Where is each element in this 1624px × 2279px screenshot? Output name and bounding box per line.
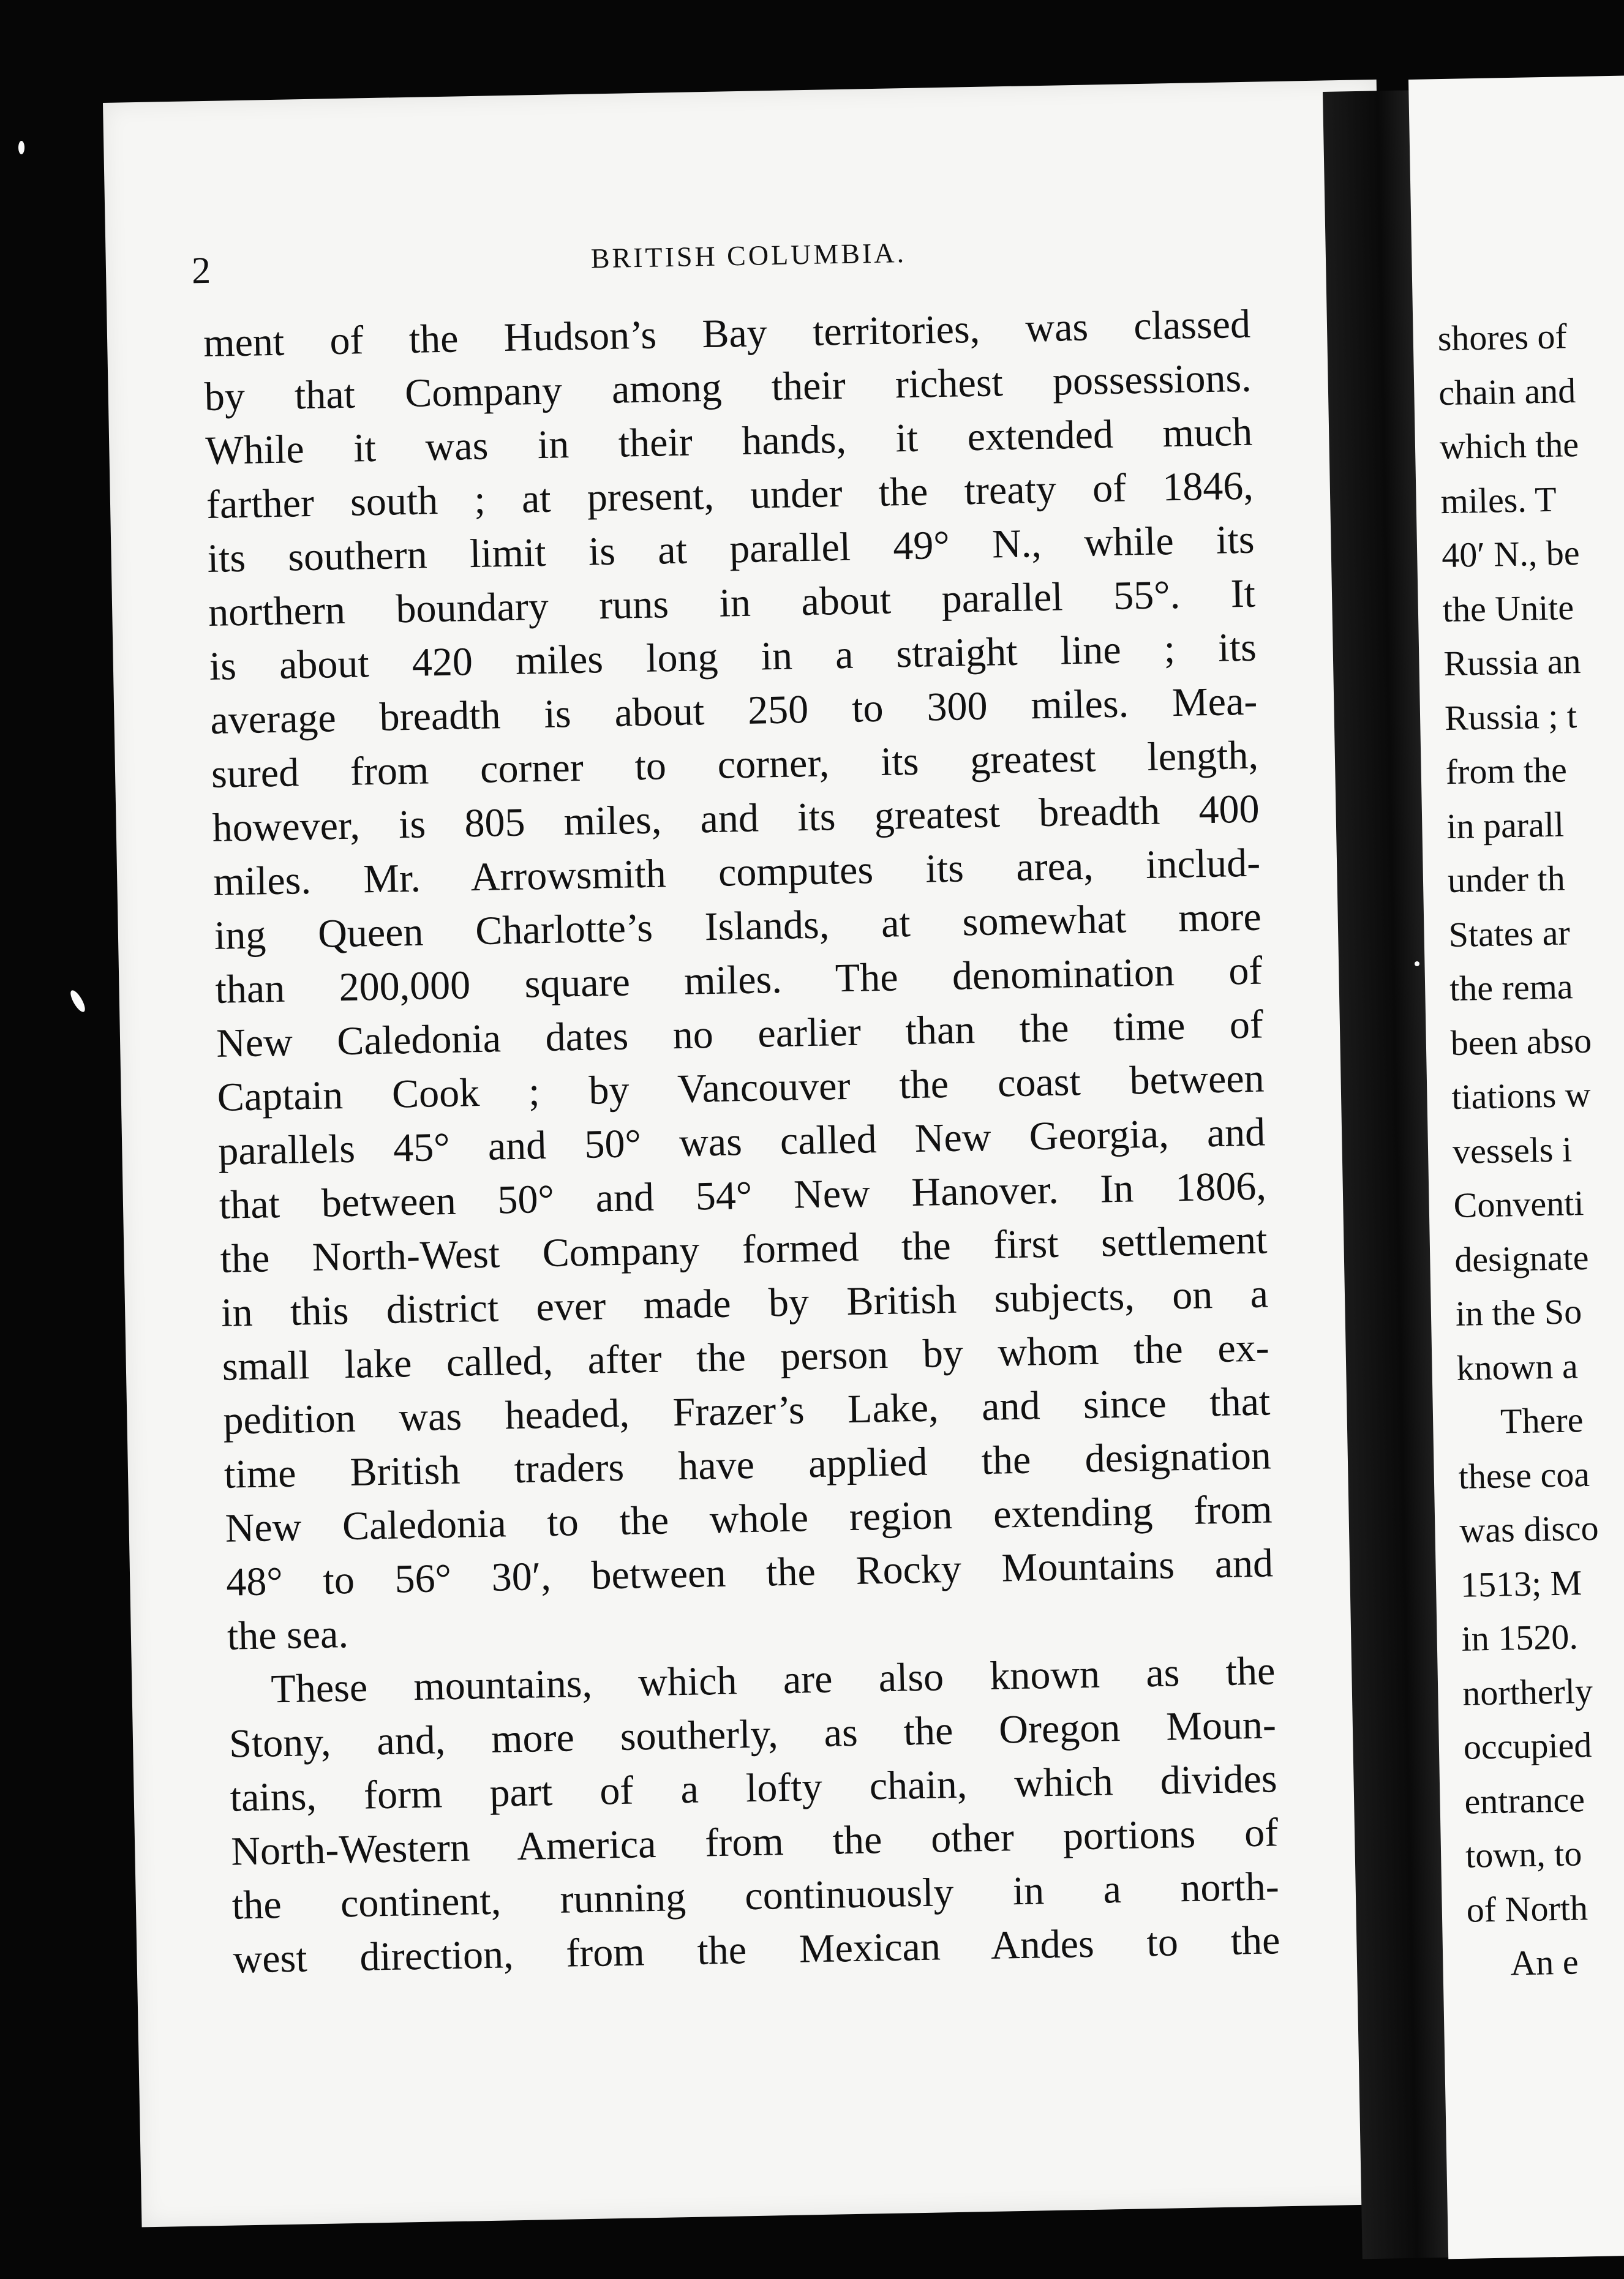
text-line: however, is 805 miles, and its greatest breadth 400 [212,786,1260,850]
text-line: ment of the Hudson’s Bay territories, was classed [203,301,1251,366]
text-line: the North-West Company formed the first settlement [219,1217,1268,1282]
text-line: 48° to 56° 30′, between the Rocky Mountains and [225,1541,1274,1605]
right-text-line: Conventi [1453,1183,1584,1225]
right-text-line: 1513; M [1460,1562,1582,1605]
running-head: BRITISH COLUMBIA. [590,237,907,274]
text-line: small lake called, after the person by whom the ex- [222,1325,1270,1389]
right-text-line: these coa [1458,1454,1590,1496]
right-text-line: northerly [1462,1670,1593,1713]
text-line: the sea. [227,1612,349,1659]
right-text-line: There [1500,1400,1584,1441]
text-line: west direction, from the Mexican Andes to the [232,1918,1280,1982]
text-line: parallels 45° and 50° was called New Georgia, and [217,1109,1266,1174]
text-line: is about 420 miles long in a straight line ; its [209,625,1257,689]
text-line: Stony, and, more southerly, as the Oregon Moun- [228,1702,1277,1767]
scan-speck [18,141,24,154]
right-text-line: Russia an [1443,641,1581,684]
page-number: 2 [191,249,211,292]
right-text-line: known a [1456,1345,1579,1388]
right-text-line: Russia ; t [1444,695,1577,738]
right-text-line: in 1520. [1461,1616,1579,1659]
right-text-line: An e [1509,1942,1579,1983]
text-line: miles. Mr. Arrowsmith computes its area, includ- [212,840,1261,904]
right-text-line: vessels i [1452,1128,1573,1171]
right-text-line: occupied [1463,1724,1592,1767]
text-line: ing Queen Charlotte’s Islands, at somewhat more [214,894,1262,958]
right-text-line: the rema [1449,966,1574,1009]
text-line: average breadth is about 250 to 300 miles. Mea- [209,678,1258,743]
right-text-line: of North [1466,1887,1588,1930]
text-line: by that Company among their richest possessions. [204,355,1252,420]
body-text [203,296,1323,1986]
text-line: in this district ever made by British subjects, on a [220,1271,1269,1335]
text-line: pedition was headed, Frazer’s Lake, and since that [222,1379,1271,1443]
right-text-line: was disco [1459,1507,1600,1550]
text-line: While it was in their hands, it extended much [205,409,1253,474]
right-text-line: town, to [1465,1833,1582,1875]
text-line: time British traders have applied the designation [224,1433,1272,1497]
right-text-line: 40′ N., be [1441,533,1581,576]
right-text-line: designate [1454,1237,1589,1280]
text-line: New Caledonia to the whole region extending from [225,1487,1273,1551]
text-line: than 200,000 square miles. The denomination of [214,948,1263,1012]
text-line: North-Western America from the other portions of [230,1810,1279,1874]
text-line: its southern limit is at parallel 49° N., while its [207,517,1255,581]
right-text-line: from the [1445,749,1568,792]
right-text-line: in the So [1455,1291,1582,1334]
right-text-line: shores of [1437,316,1568,359]
text-line: that between 50° and 54° New Hanover. In 1806, [219,1163,1267,1228]
right-text-line: chain and [1438,370,1576,413]
text-line: northern boundary runs in about parallel 55°. It [208,571,1256,635]
text-line: tains, form part of a lofty chain, which divides [230,1756,1278,1820]
text-line: These mountains, which are also known as the [270,1648,1276,1712]
right-text-line: which the [1439,424,1579,467]
right-text-line: miles. T [1440,479,1557,521]
right-text-line: been abso [1450,1020,1592,1063]
text-line: Captain Cook ; by Vancouver the coast between [217,1056,1265,1120]
text-line: farther south ; at present, under the treaty of 1846, [206,463,1254,528]
right-text-line: tiations w [1451,1074,1592,1117]
right-text-line: under th [1447,858,1566,901]
scan-speck [1415,961,1419,966]
text-line: the continent, running continuously in a north- [231,1864,1280,1928]
right-text-line: entrance [1464,1779,1585,1822]
right-text-line: the Unite [1442,587,1574,629]
right-text-line: in parall [1446,804,1565,846]
text-line: sured from corner to corner, its greatest length, [211,732,1259,797]
text-line: New Caledonia dates no earlier than the time of [216,1002,1264,1066]
right-text-line: States ar [1448,912,1571,955]
